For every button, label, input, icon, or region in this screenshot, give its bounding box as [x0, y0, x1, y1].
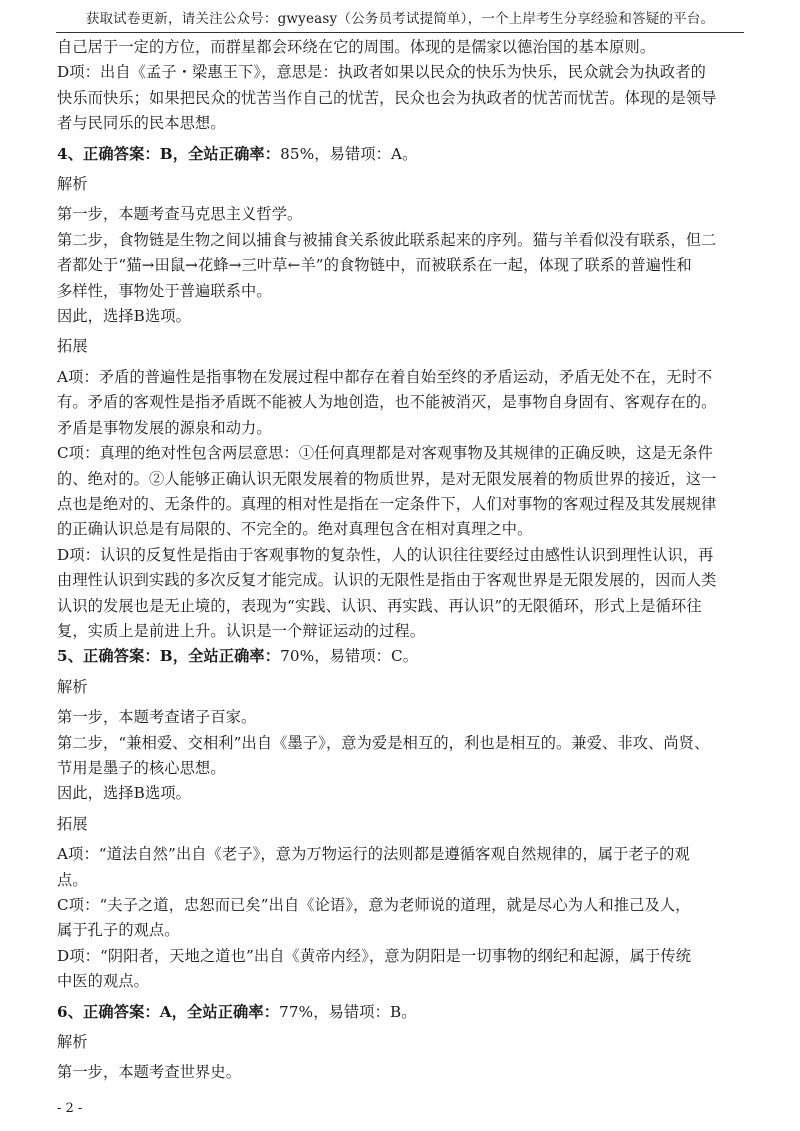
answer-stats: 77%，易错项：B。 [279, 1002, 417, 1021]
option-d-explanation [57, 944, 747, 995]
text-line: 节用是墨子的核心思想。 [57, 758, 226, 777]
paragraph-continuation [57, 35, 747, 60]
conclusion: 因此，选择B选项。 [57, 307, 192, 326]
question-6-heading [57, 1000, 747, 1025]
text-line: D项：出自《孟子・梁惠王下》，意思是：执政者如果以民众的快乐为快乐，民众就会为执政者的 [57, 63, 706, 82]
option-d-explanation [57, 543, 747, 645]
text-line: 由理性认识到实践的多次反复才能完成。认识的无限性是指由于客观世界是无限发展的，因而人类 [57, 571, 717, 590]
page-number: - 2 - [57, 1101, 83, 1116]
option-a-explanation [57, 842, 747, 893]
text-line: 属于孔子的观点。 [57, 921, 180, 940]
option-c-explanation [57, 893, 747, 944]
text-line: 快乐而快乐；如果把民众的忧苦当作自己的忧苦，民众也会为执政者的忧苦而忧苦。体现的是领导 [57, 88, 717, 107]
text-line: C项：“夫子之道，忠恕而已矣”出自《论语》，意为老师说的道理，就是尽心为人和推己及人， [57, 896, 691, 914]
answer-stats: 85%，易错项：A。 [280, 144, 418, 163]
question-5-heading [57, 644, 747, 669]
step-two [57, 731, 747, 782]
text-line: 点也是绝对的、无条件的。真理的相对性是指在一定条件下，人们对事物的客观过程及其发展规律 [57, 494, 717, 513]
step-one: 第一步，本题考查诸子百家。 [57, 708, 257, 727]
page-header [56, 8, 744, 33]
text-line: 有。矛盾的客观性是指矛盾既不能被人为地创造，也不能被消灭，是事物自身固有、客观存在的。 [57, 393, 717, 412]
text-line: A项：“道法自然”出自《老子》，意为万物运行的法则都是遵循客观自然规律的，属于老子的观 [57, 845, 690, 864]
text-line: 者与民同乐的民本思想。 [57, 114, 226, 133]
answer-label: 6、正确答案：A，全站正确率： [57, 1002, 280, 1021]
text-line: D项：“阴阳者，天地之道也”出自《黄帝内经》，意为阴阳是一切事物的纲纪和起源，属于传统 [57, 946, 692, 965]
text-line: 的、绝对的。②人能够正确认识无限发展着的物质世界，是对无限发展着的物质世界的接近，这一 [57, 469, 717, 488]
option-a-explanation [57, 365, 747, 441]
section-label-tuozhan: 拓展 [57, 337, 88, 356]
text-line: A项：矛盾的普遍性是指事物在发展过程中都存在着自始至终的矛盾运动，矛盾无处不在，无时不 [57, 367, 713, 386]
text-line: 矛盾是事物发展的源泉和动力。 [57, 418, 272, 437]
text-line: 第二步，“兼相爱、交相利”出自《墨子》，意为爱是相互的，利也是相互的。兼爱、非攻、尚贤、 [57, 733, 710, 752]
text-line: 点。 [57, 870, 88, 889]
text-line: 中医的观点。 [57, 972, 150, 991]
text-line: 复，实质上是前进上升。认识是一个辩证运动的过程。 [57, 621, 426, 640]
text-line: 认识的发展也是无止境的，表现为“实践、认识、再实践、再认识”的无限循环，形式上是循环往 [57, 596, 702, 615]
text-line: D项：认识的反复性是指由于客观事物的复杂性，人的认识往往要经过由感性认识到理性认识，再 [57, 545, 714, 564]
text-line: 自己居于一定的方位，而群星都会环绕在它的周围。体现的是儒家以德治国的基本原则。 [57, 38, 656, 56]
step-two [57, 228, 747, 304]
text-line: 的正确认识总是有局限的、不完全的。绝对真理包含在相对真理之中。 [57, 520, 533, 539]
text-line: 者都处于“猫→田鼠→花蜂→三叶草←羊”的食物链中，而被联系在一起，体现了联系的普遍性和 [57, 256, 692, 275]
section-label-jiexi: 解析 [57, 175, 88, 194]
text-line: 多样性，事物处于普遍联系中。 [57, 281, 272, 300]
document-body [57, 35, 747, 1086]
step-one: 第一步，本题考查世界史。 [57, 1063, 242, 1082]
answer-label: 5、正确答案：B，全站正确率： [57, 647, 281, 666]
answer-label: 4、正确答案：B，全站正确率： [57, 144, 281, 163]
header-text: 获取试卷更新，请关注公众号：gwyeasy（公务员考试提简单），一个上岸考生分享经验和答疑的平台。 [85, 11, 715, 27]
conclusion: 因此，选择B选项。 [57, 784, 192, 803]
section-label-tuozhan: 拓展 [57, 814, 88, 833]
option-c-explanation [57, 441, 747, 543]
paragraph-option-d-prev [57, 60, 747, 136]
section-label-jiexi: 解析 [57, 677, 88, 696]
text-line: 第二步，食物链是生物之间以捕食与被捕食关系彼此联系起来的序列。猫与羊看似没有联系，但二 [57, 230, 717, 249]
question-4-heading [57, 142, 747, 167]
section-label-jiexi: 解析 [57, 1033, 88, 1052]
step-one: 第一步，本题考查马克思主义哲学。 [57, 205, 303, 224]
answer-stats: 70%，易错项：C。 [280, 647, 419, 666]
text-line: C项：真理的绝对性包含两层意思：①任何真理都是对客观事物及其规律的正确反映，这是无条件 [57, 444, 713, 463]
